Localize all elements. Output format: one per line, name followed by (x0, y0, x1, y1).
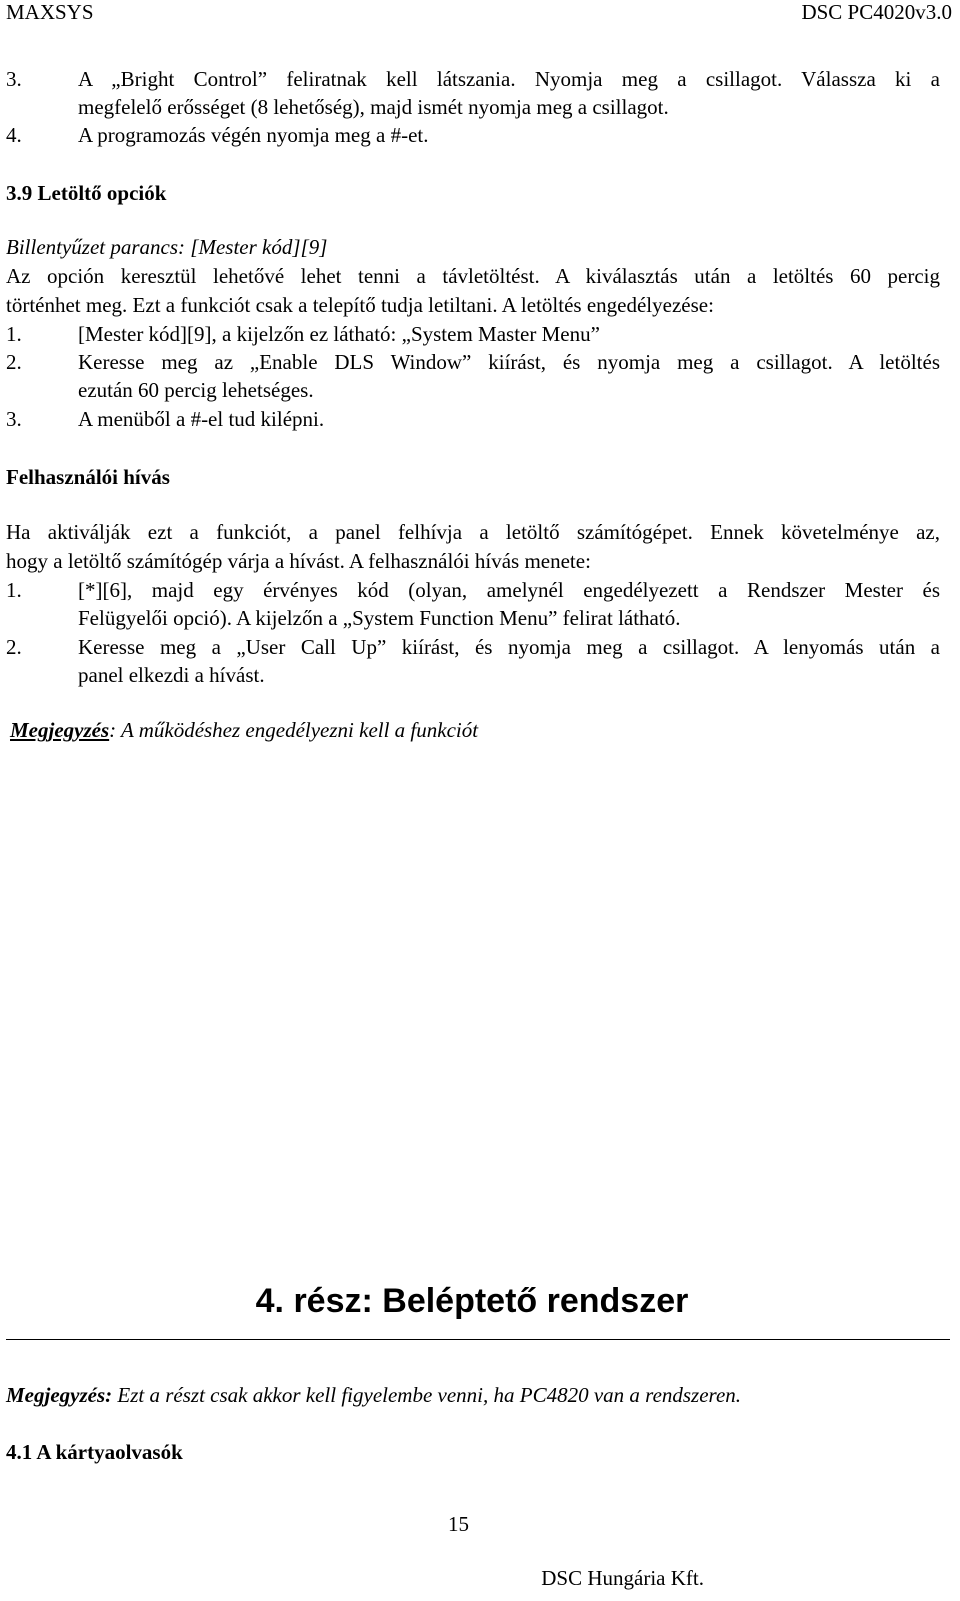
list-item-line: [*][6], majd egy érvényes kód (olyan, amelynél engedélyezett a Rendszer Mester és (78, 578, 940, 602)
list-number: 4. (6, 123, 22, 147)
header-left: MAXSYS (6, 0, 94, 24)
list-item-line: ezután 60 percig lehetséges. (78, 378, 314, 402)
paragraph-line: Az opción keresztül lehetővé lehet tenni a távletöltést. A kiválasztás után a letöltés 60 percig (6, 264, 940, 288)
list-number: 2. (6, 635, 22, 659)
list-item-line: Keresse meg az „Enable DLS Window” kiírást, és nyomja meg a csillagot. A letöltés (78, 350, 940, 374)
chapter-note (6, 1383, 741, 1408)
list-item-line: panel elkezdi a hívást. (78, 663, 265, 687)
note-text: Ezt a részt csak akkor kell figyelembe venni, ha PC4820 van a rendszeren. (112, 1383, 742, 1407)
list-item-line: A menüből a #-el tud kilépni. (78, 407, 325, 431)
note-label: Megjegyzés: (6, 1383, 113, 1407)
section-heading: Felhasználói hívás (6, 465, 170, 489)
list-number: 1. (6, 322, 22, 346)
list-number: 3. (6, 407, 22, 431)
list-item-line: A „Bright Control” feliratnak kell látszania. Nyomja meg a csillagot. Válassza ki a (78, 67, 940, 91)
chapter-title: 4. rész: Beléptető rendszer (255, 1282, 689, 1320)
section-heading: 3.9 Letöltő opciók (6, 181, 167, 205)
chapter-divider (6, 1339, 950, 1340)
footer-company: DSC Hungária Kft. (541, 1566, 704, 1590)
paragraph-line: történhet meg. Ezt a funkciót csak a telepítő tudja letiltani. A letöltés engedélyezése: (6, 293, 714, 317)
list-item-line: A programozás végén nyomja meg a #-et. (78, 123, 429, 147)
list-item-line: [Mester kód][9], a kijelzőn ez látható: „System Master Menu” (78, 322, 600, 346)
page-number: 15 (448, 1512, 469, 1536)
note (10, 718, 478, 743)
subsection-heading: 4.1 A kártyaolvasók (6, 1440, 183, 1464)
list-item-line: Felügyelői opció). A kijelzőn a „System Function Menu” felirat látható. (78, 606, 681, 630)
list-number: 3. (6, 67, 22, 91)
paragraph-line: Ha aktiválják ezt a funkciót, a panel felhívja a letöltő számítógépet. Ennek követelménye az, (6, 520, 940, 544)
list-item-line: Keresse meg a „User Call Up” kiírást, és nyomja meg a csillagot. A lenyomás után a (78, 635, 940, 659)
note-label: Megjegyzés (10, 718, 110, 742)
note-text: : A működéshez engedélyezni kell a funkciót (109, 718, 479, 742)
list-number: 1. (6, 578, 22, 602)
keypad-command: Billentyűzet parancs: [Mester kód][9] (6, 235, 328, 259)
list-number: 2. (6, 350, 22, 374)
header-right: DSC PC4020v3.0 (801, 0, 952, 24)
list-item-line: megfelelő erősséget (8 lehetőség), majd ismét nyomja meg a csillagot. (78, 95, 669, 119)
paragraph-line: hogy a letöltő számítógép várja a hívást. A felhasználói hívás menete: (6, 549, 591, 573)
